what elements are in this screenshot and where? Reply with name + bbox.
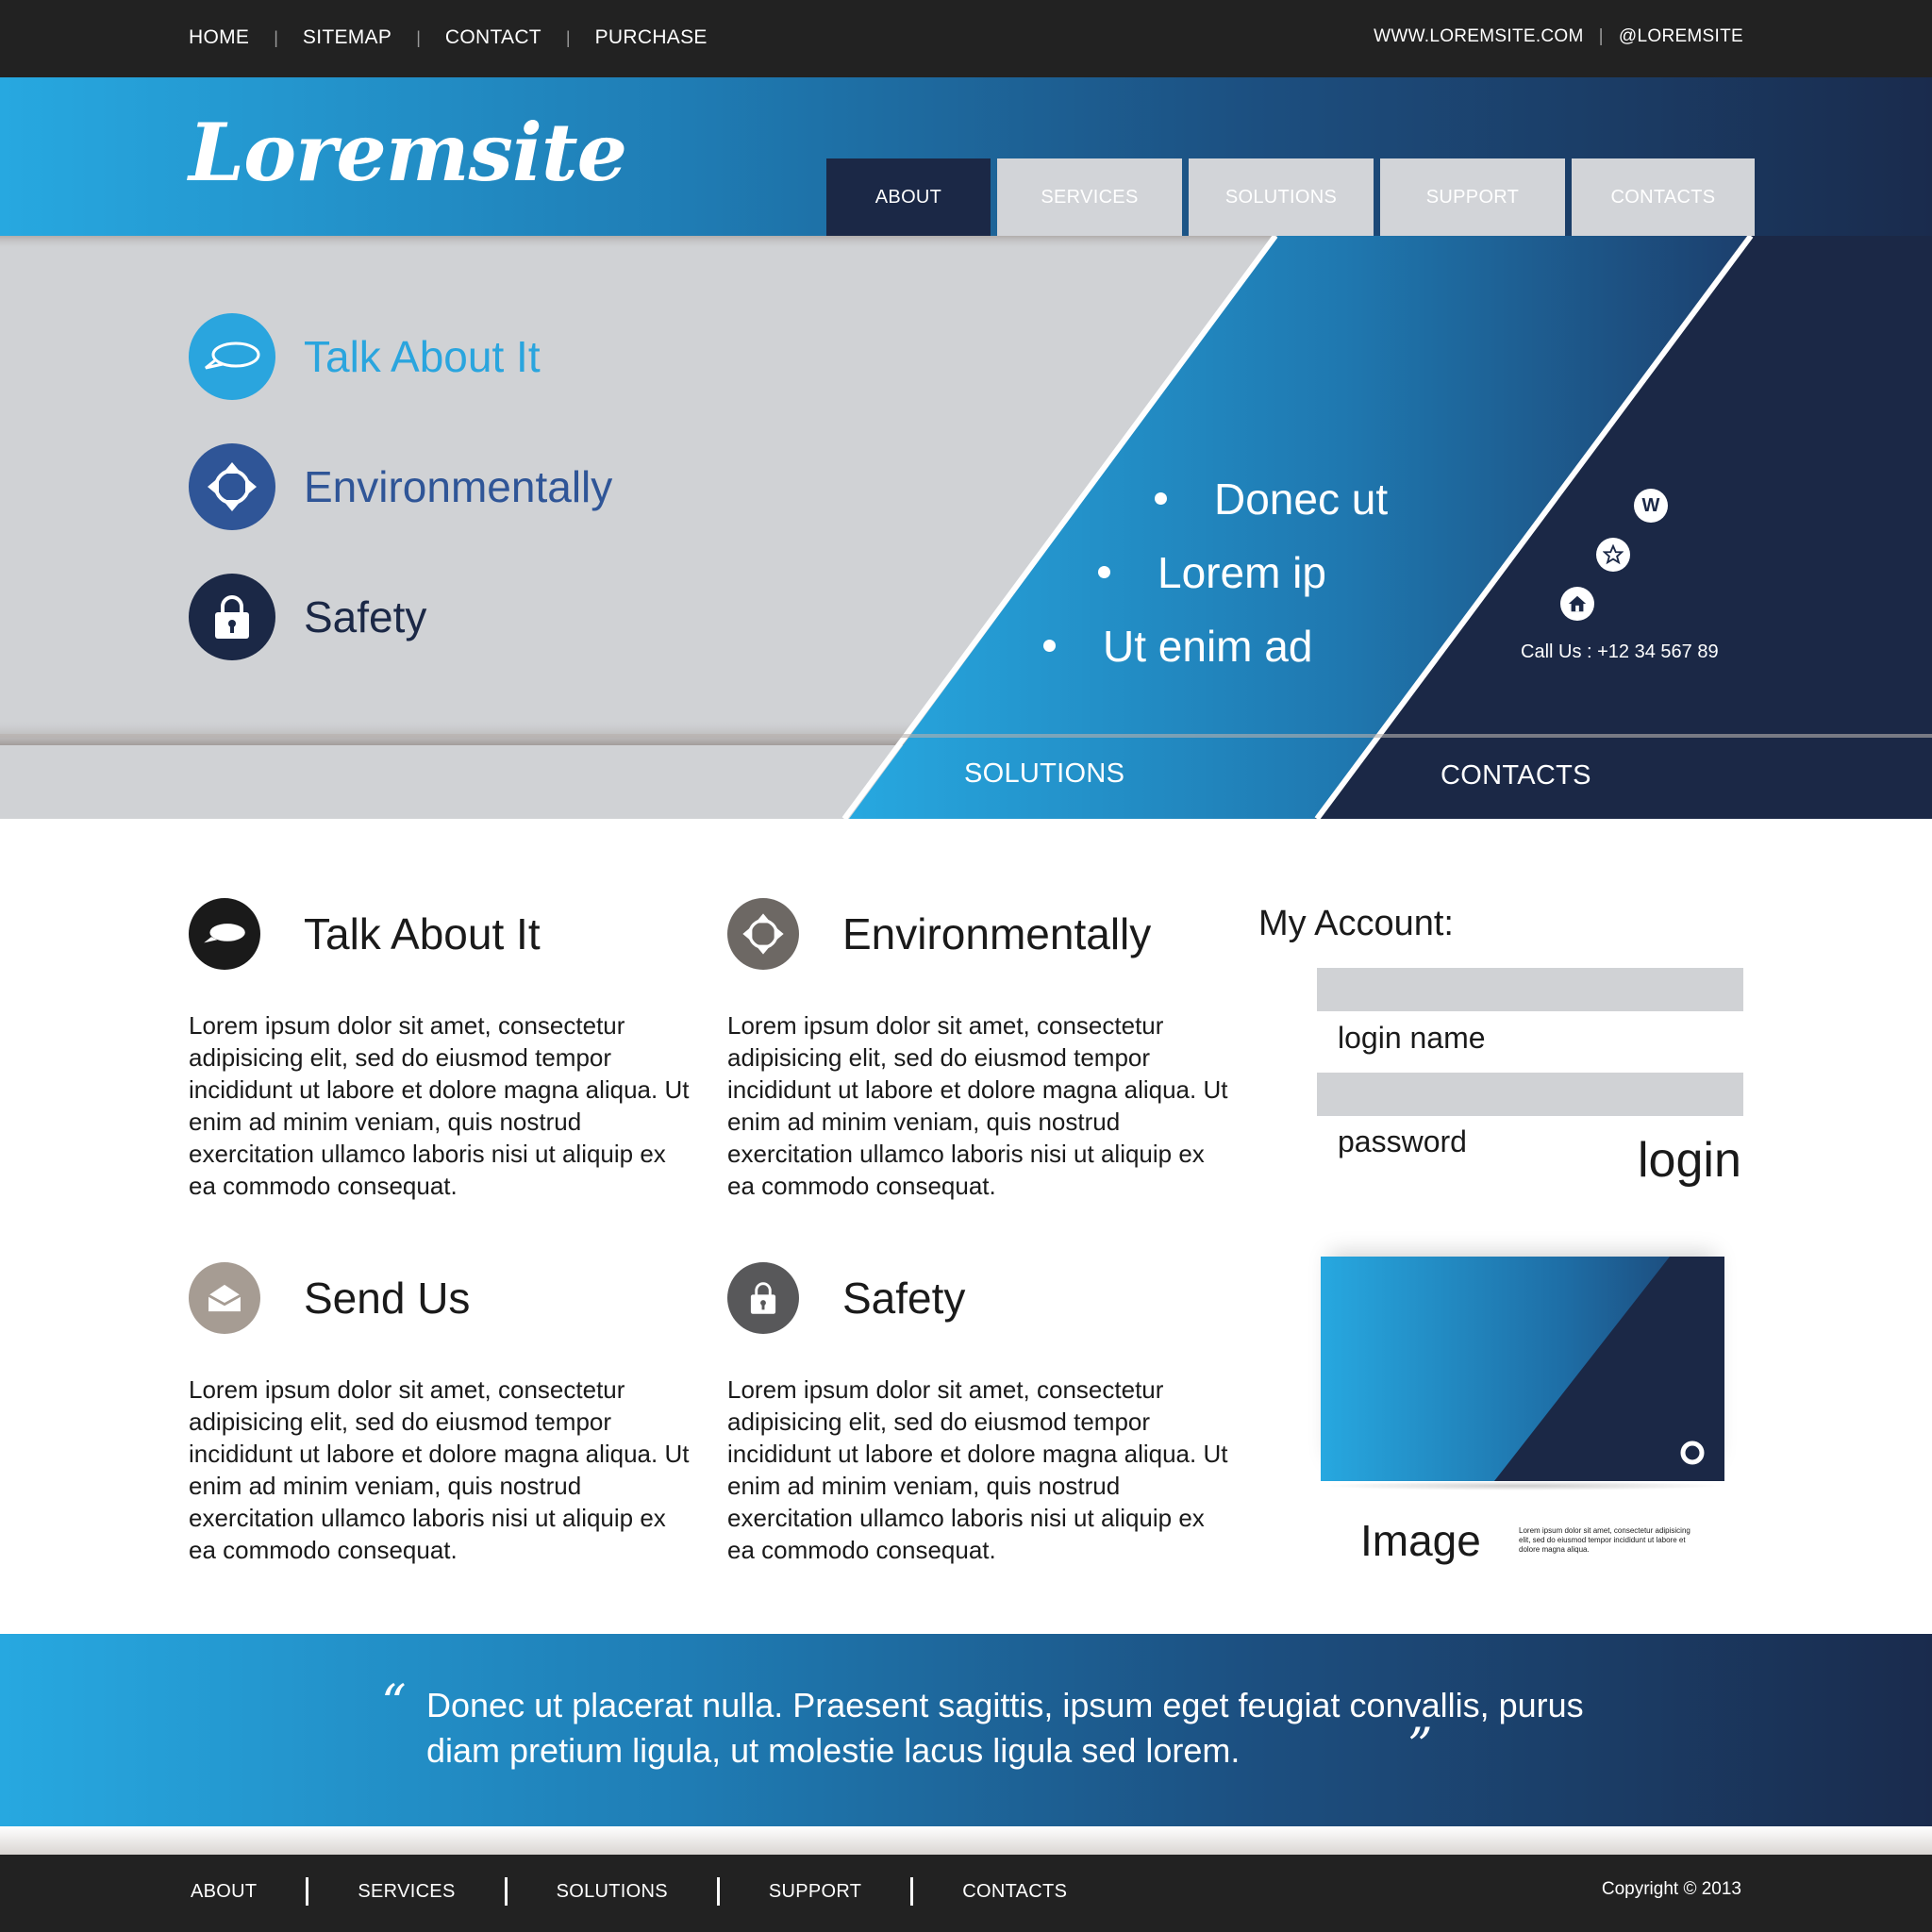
content-block-environment [727,896,1237,1202]
divider [910,1877,913,1906]
open-quote-mark: “ [381,1675,407,1732]
divider [717,1877,720,1906]
footer-nav-about[interactable]: ABOUT [191,1880,258,1902]
login-button[interactable]: login [1638,1133,1741,1188]
content-block-text: Lorem ipsum dolor sit amet, consectetur adipisicing elit, sed do eiusmod tempor incididunt ut labore et dolore magna aliqua. Ut enim ad minim veniam, quis nostrud exercitation ullamco laboris nisi ut aliquip ex ea commodo consequat. [189,1011,690,1200]
divider: | [565,27,571,47]
speech-bubble-icon [189,898,260,970]
footer-nav-solutions[interactable]: SOLUTIONS [556,1880,668,1902]
hero-feature-environment[interactable] [189,443,612,530]
hero-feature-label: Talk About It [304,332,541,381]
content-block-safety [727,1260,1237,1566]
divider [505,1877,508,1906]
main-nav-tab-services[interactable]: SERVICES [997,158,1182,236]
hero-banner [0,236,1932,819]
w-icon[interactable]: W [1634,489,1668,523]
main-nav [826,158,1761,236]
image-shadow [1321,1481,1724,1491]
login-name-input[interactable] [1317,968,1743,1011]
content-block-title: Send Us [304,1274,471,1323]
quote-banner [0,1634,1932,1826]
envelope-icon [189,1262,260,1334]
site-logo[interactable]: Loremsite [189,106,627,199]
divider: | [274,27,278,47]
divider: | [416,27,421,47]
footer-nav-services[interactable]: SERVICES [358,1880,456,1902]
top-nav [189,26,708,49]
site-header [0,77,1932,236]
main-nav-tab-about[interactable]: ABOUT [826,158,991,236]
divider: | [1598,26,1604,46]
top-nav-contact[interactable]: CONTACT [444,26,541,48]
main-nav-tab-solutions[interactable]: SOLUTIONS [1189,158,1374,236]
copyright-notice: Copyright © 2013 [1601,1879,1741,1899]
footer-nav [191,1877,1067,1906]
content-block-title: Safety [842,1274,966,1323]
login-name-label: login name [1338,1021,1486,1055]
star-icon[interactable] [1596,538,1630,572]
top-nav-purchase[interactable]: PURCHASE [594,26,708,48]
footer-nav-support[interactable]: SUPPORT [768,1880,862,1902]
content-block-text: Lorem ipsum dolor sit amet, consectetur adipisicing elit, sed do eiusmod tempor incididunt ut labore et dolore magna aliqua. Ut enim ad minim veniam, quis nostrud exercitation ullamco laboris nisi ut aliquip ex ea commodo consequat. [189,1375,690,1564]
hero-feature-label: Safety [304,592,427,641]
image-title: Image [1360,1516,1481,1565]
hero-tab-solutions[interactable]: SOLUTIONS [964,758,1125,789]
top-nav-home[interactable]: HOME [189,26,250,48]
recycle-arrows-icon [727,898,799,970]
hero-bullet: Donec ut [1155,474,1388,525]
hero-feature-talk[interactable] [189,313,541,400]
content-block-title: Environmentally [842,909,1152,958]
main-nav-tab-support[interactable]: SUPPORT [1380,158,1565,236]
image-placeholder[interactable] [1321,1257,1724,1481]
social-handle-link[interactable]: @LOREMSITE [1618,26,1743,46]
account-title: My Account: [1258,904,1454,943]
quote-text: Donec ut placerat nulla. Praesent sagittis, ipsum eget feugiat convallis, purus diam pretium ligula, ut molestie lacus ligula sed lorem. [426,1686,1584,1770]
recycle-arrows-icon [189,443,275,530]
content-block-send [189,1260,698,1566]
image-thumbnail [1321,1257,1724,1481]
padlock-icon [189,574,275,660]
image-caption: Lorem ipsum dolor sit amet, consectetur adipisicing elit, sed do eiusmod tempor incididunt ut labore et dolore magna aliqua. [1519,1526,1690,1554]
top-bar [0,0,1932,77]
content-block-talk [189,896,698,1202]
top-nav-sitemap[interactable]: SITEMAP [302,26,392,48]
divider [0,1826,1932,1855]
padlock-icon [727,1262,799,1334]
content-block-text: Lorem ipsum dolor sit amet, consectetur adipisicing elit, sed do eiusmod tempor incididunt ut labore et dolore magna aliqua. Ut enim ad minim veniam, quis nostrud exercitation ullamco laboris nisi ut aliquip ex ea commodo consequat. [727,1375,1228,1564]
speech-bubble-icon [189,313,275,400]
home-icon[interactable] [1560,587,1594,621]
hero-bullet: Ut enim ad [1043,621,1312,672]
content-block-text: Lorem ipsum dolor sit amet, consectetur adipisicing elit, sed do eiusmod tempor incididunt ut labore et dolore magna aliqua. Ut enim ad minim veniam, quis nostrud exercitation ullamco laboris nisi ut aliquip ex ea commodo consequat. [727,1011,1228,1200]
website-link[interactable]: WWW.LOREMSITE.COM [1374,26,1584,46]
footer-nav-contacts[interactable]: CONTACTS [962,1880,1068,1902]
top-links [1374,26,1743,47]
password-label: password [1338,1124,1467,1158]
close-quote-mark: ” [1407,1719,1433,1775]
site-footer [0,1855,1932,1932]
divider [306,1877,308,1906]
main-nav-tab-contacts[interactable]: CONTACTS [1572,158,1755,236]
content-block-title: Talk About It [304,909,541,958]
hero-tab-contacts[interactable]: CONTACTS [1441,760,1591,791]
hero-bullet: Lorem ip [1098,547,1326,598]
password-input[interactable] [1317,1073,1743,1116]
hero-feature-safety[interactable] [189,574,426,660]
hero-feature-label: Environmentally [304,462,613,511]
call-us-phone: Call Us : +12 34 567 89 [1521,641,1719,662]
